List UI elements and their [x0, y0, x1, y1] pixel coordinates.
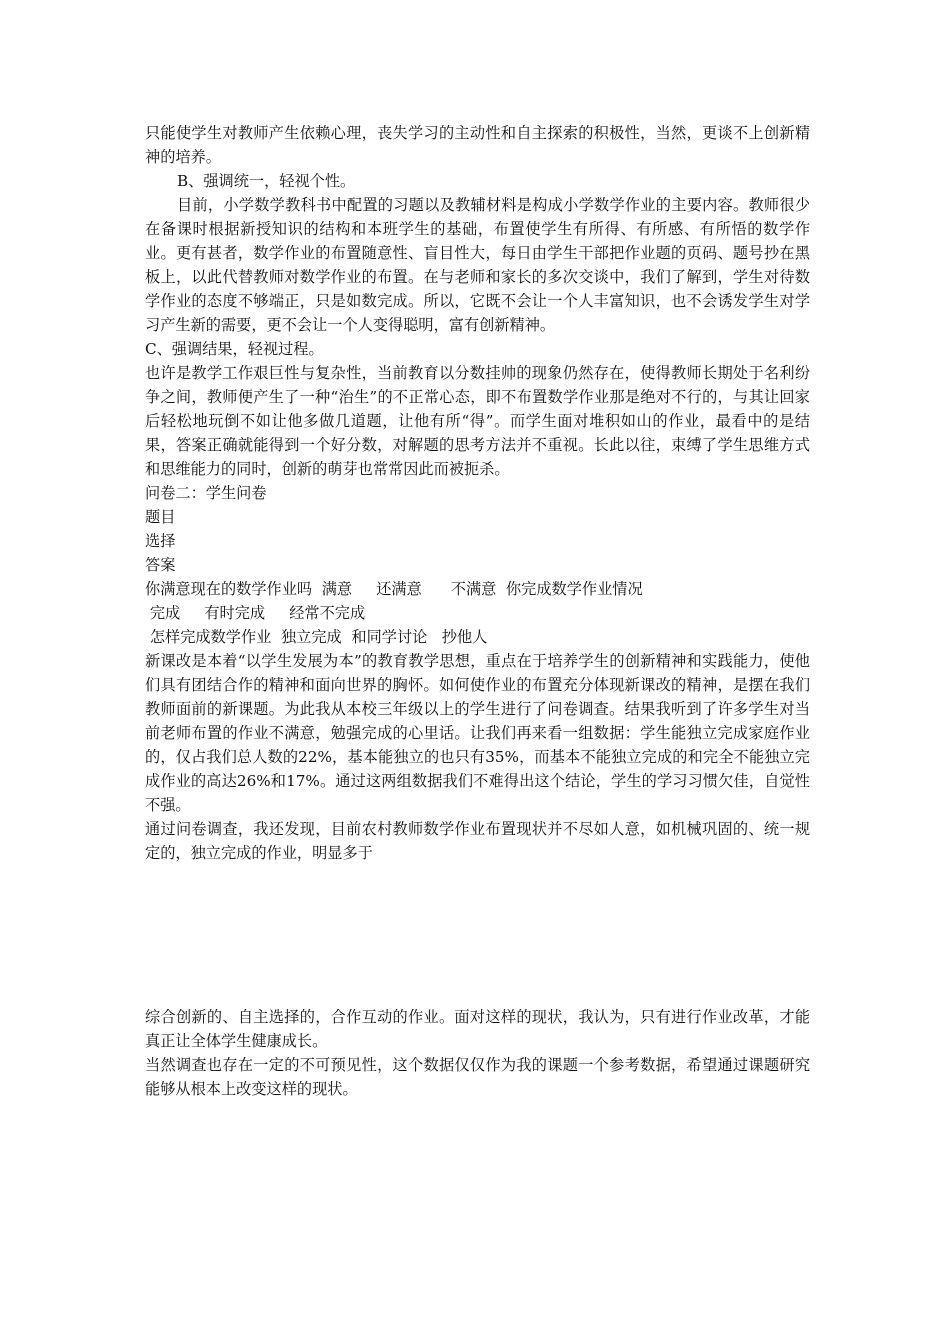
questionnaire-header-choice: 选择 [145, 532, 176, 550]
questionnaire-row-satisfaction: 你满意现在的数学作业吗 满意 还满意 不满意 你完成数学作业情况 [145, 580, 643, 598]
paragraph-dependence: 只能使学生对教师产生依赖心理，丧失学习的主动性和自主探索的积极性，当然，更谈不上创新精神的培养。 [145, 124, 810, 166]
paragraph-conclusion: 当然调查也存在一定的不可预见性，这个数据仅仅作为我的课题一个参考数据，希望通过课题研究能够从根本上改变这样的现状。 [145, 1056, 810, 1098]
page-break-gap [145, 865, 810, 1005]
paragraph-new-curriculum: 新课改是本着“以学生发展为本”的教育教学思想，重点在于培养学生的创新精神和实践能力，使他们具有团结合作的精神和面向世界的胸怀。如何使作业的布置充分体现新课改的精神，是摆在我们教师面前的新课题。为此我从本校三年级以上的学生进行了问卷调查。结果我听到了许多学生对当前老师布置的作业不满意，勉强完成的心里话。让我们再来看一组数据：学生能独立完成家庭作业的，仅占我们总人数的22%，基本能独立的也只有35%，而基本不能独立完成的和完全不能独立完成作业的高达26%和17%。通过这两组数据我们不难得出这个结论，学生的学习习惯欠佳，自觉性不强。 [145, 652, 810, 814]
questionnaire-header-topic: 题目 [145, 508, 176, 526]
paragraph-reform: 综合创新的、自主选择的，合作互动的作业。面对这样的现状，我认为，只有进行作业改革，才能真正让全体学生健康成长。 [145, 1008, 810, 1050]
heading-c-results: C、强调结果，轻视过程。 [145, 340, 324, 358]
questionnaire-header-answer: 答案 [145, 556, 176, 574]
questionnaire-row-method: 怎样完成数学作业 独立完成 和同学讨论 抄他人 [145, 628, 488, 646]
paragraph-current-situation: 目前，小学数学教科书中配置的习题以及教辅材料是构成小学数学作业的主要内容。教师很少在备课时根据新授知识的结构和本班学生的基础，布置使学生有所得、有所感、有所悟的数学作业。更有甚者，数学作业的布置随意性、盲目性大，每日由学生干部把作业题的页码、题号抄在黑板上，以此代替教师对数学作业的布置。在与老师和家长的多次交谈中，我们了解到，学生对待数学作业的态度不够端正，只是如数完成。所以，它既不会让一个人丰富知识，也不会诱发学生对学习产生新的需要，更不会让一个人变得聪明，富有创新精神。 [145, 196, 810, 334]
questionnaire-row-completion: 完成 有时完成 经常不完成 [145, 604, 366, 622]
paragraph-score-focus: 也许是教学工作艰巨性与复杂性，当前教育以分数挂帅的现象仍然存在，使得教师长期处于名利纷争之间，教师便产生了一种“治生”的不正常心态，即不布置数学作业那是绝对不行的，与其让回家后轻松地玩倒不如让他多做几道题，让他有所“得”。而学生面对堆积如山的作业，最看中的是结果，答案正确就能得到一个好分数，对解题的思考方法并不重视。长此以往，束缚了学生思维方式和思维能力的同时，创新的萌芽也常常因此而被扼杀。 [145, 364, 810, 478]
heading-b-uniformity: B、强调统一，轻视个性。 [177, 172, 356, 190]
document-page [145, 121, 810, 1101]
questionnaire-title: 问卷二：学生问卷 [145, 484, 267, 502]
paragraph-survey-findings: 通过问卷调查，我还发现，目前农村教师数学作业布置现状并不尽如人意，如机械巩固的、统一规定的，独立完成的作业，明显多于 [145, 820, 810, 862]
